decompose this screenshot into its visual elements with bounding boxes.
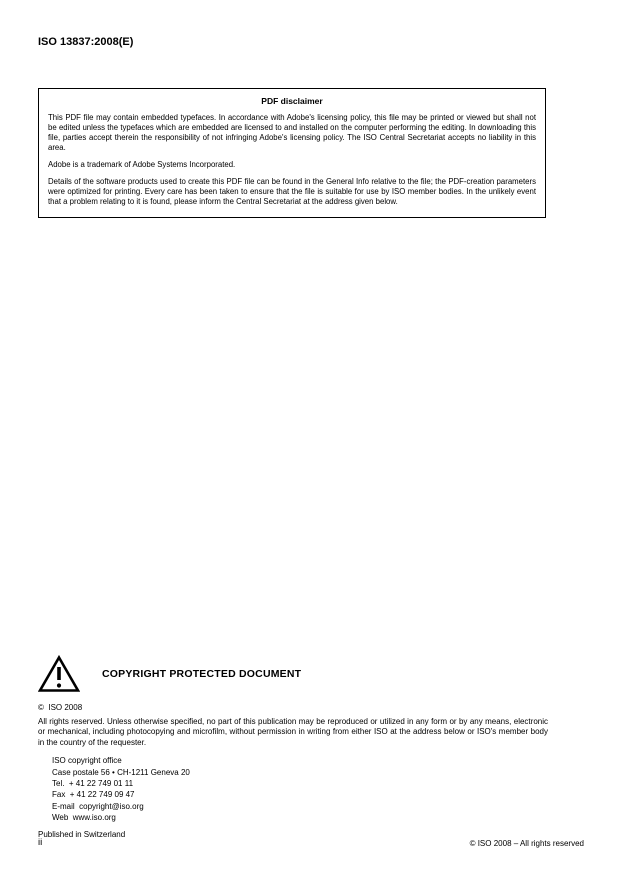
address-line-email: E-mail copyright@iso.org — [52, 801, 144, 811]
address-line-postal: Case postale 56 • CH-1211 Geneva 20 — [52, 767, 190, 777]
document-number-header: ISO 13837:2008(E) — [38, 36, 134, 48]
copyright-protected-heading: COPYRIGHT PROTECTED DOCUMENT — [102, 668, 302, 680]
warning-triangle-icon — [38, 655, 80, 693]
pdf-disclaimer-title: PDF disclaimer — [261, 96, 323, 106]
address-line-tel: Tel. + 41 22 749 01 11 — [52, 778, 134, 788]
address-line-fax: Fax + 41 22 749 09 47 — [52, 790, 135, 800]
all-rights-reserved-paragraph: All rights reserved. Unless otherwise specified, no part of this publication may be reproduced or utilized in any form or by any means, electronic or mechanical, including photocopying and microfilm, without permission in writing from either ISO at the address below or ISO's member body in the country of the requester. — [38, 717, 548, 747]
disclaimer-paragraph-3: Details of the software products used to create this PDF file can be found in the General Info relative to the file; the PDF-creation parameters were optimized for printing. Every care has been taken to ensure that the file is suitable for use by ISO member bodies. In the unlikely event that a problem relating to it is found, please inform the Central Secretariat at the address given below. — [48, 176, 536, 206]
copyright-banner-row — [38, 655, 548, 693]
iso-address-block — [52, 755, 548, 823]
pdf-disclaimer-box — [38, 88, 546, 218]
published-in-switzerland: Published in Switzerland — [38, 830, 126, 840]
copyright-section — [38, 655, 548, 839]
disclaimer-paragraph-1: This PDF file may contain embedded typefaces. In accordance with Adobe's licensing policy, this file may be printed or viewed but shall not be edited unless the typefaces which are embedded are licensed to and installed on the computer performing the editing. In downloading this file, parties accept therein the responsibility of not infringing Adobe's licensing policy. The ISO Central Secretariat accepts no liability in this area. — [48, 113, 536, 152]
disclaimer-paragraph-2: Adobe is a trademark of Adobe Systems Incorporated. — [48, 159, 236, 169]
address-line-web: Web www.iso.org — [52, 812, 116, 822]
copyright-notice: © ISO 2008 — [38, 703, 83, 712]
footer-copyright-line: © ISO 2008 – All rights reserved — [469, 839, 584, 848]
address-line-office: ISO copyright office — [52, 756, 122, 766]
page-number: ii — [38, 837, 43, 848]
